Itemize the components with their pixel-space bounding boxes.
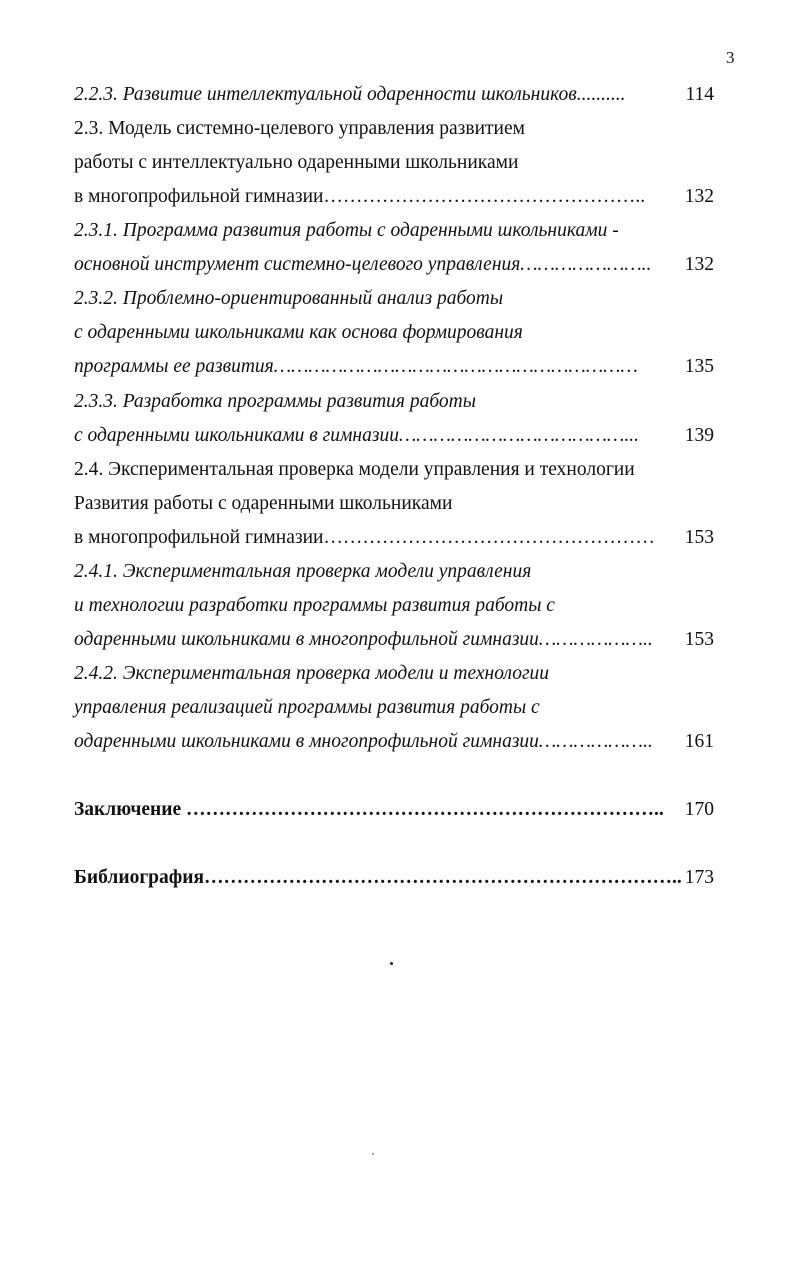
toc-line: 2.3.3. Разработка программы развития работы	[74, 391, 476, 412]
toc-line: с одаренными школьниками как основа формирования	[74, 322, 523, 343]
toc-line: 2.4.2. Экспериментальная проверка модели и технологии	[74, 663, 550, 684]
toc-line: 2.3.1. Программа развития работы с одаренными школьниками -	[74, 220, 619, 241]
toc-line-bibliography: Библиография………………………………………………………………..	[74, 867, 682, 888]
toc-page-number: 135	[684, 356, 714, 377]
toc-line: 2.4. Экспериментальная проверка модели управления и технологии	[74, 459, 635, 480]
toc-line: 2.3. Модель системно-целевого управления развитием	[74, 118, 525, 139]
toc-page-number: 173	[684, 867, 714, 888]
toc-line: Развития работы с одаренными школьниками	[74, 493, 453, 514]
toc-line: в многопрофильной гимназии…………………………………………..	[74, 186, 646, 207]
toc-line: работы с интеллектуально одаренными школьниками	[74, 152, 519, 173]
toc-line: программы ее развития………………………………………………………	[74, 356, 638, 377]
toc-page-number: 132	[684, 254, 714, 275]
toc-line: 2.2.3. Развитие интеллектуальной одаренности школьников..........	[74, 84, 626, 105]
toc-line: 2.4.1. Экспериментальная проверка модели управления	[74, 561, 532, 582]
toc-line: в многопрофильной гимназии……………………………………………	[74, 527, 655, 548]
toc-line: с одаренными школьниками в гимназии…………………………………...	[74, 425, 639, 446]
toc-line: и технологии разработки программы развития работы с	[74, 595, 555, 616]
toc-page-number: 139	[684, 425, 714, 446]
scan-speck	[372, 1153, 374, 1155]
toc-line: 2.3.2. Проблемно-ориентированный анализ работы	[74, 288, 504, 309]
toc-page-number: 114	[685, 84, 714, 105]
toc-line-conclusion: Заключение ………………………………………………………………..	[74, 799, 664, 820]
page-number: 3	[726, 48, 735, 67]
toc-line: основной инструмент системно-целевого управления…………………..	[74, 254, 652, 275]
toc-page-number: 132	[684, 186, 714, 207]
scan-speck	[390, 962, 393, 965]
toc-line: одаренными школьниками в многопрофильной гимназии………………..	[74, 629, 653, 650]
toc-page-number: 153	[684, 629, 714, 650]
toc-page-number: 170	[684, 799, 714, 820]
toc-page-number: 153	[684, 527, 714, 548]
toc-line: одаренными школьниками в многопрофильной гимназии………………..	[74, 731, 653, 752]
toc-page-number: 161	[684, 731, 714, 752]
toc-line: управления реализацией программы развития работы с	[74, 697, 540, 718]
